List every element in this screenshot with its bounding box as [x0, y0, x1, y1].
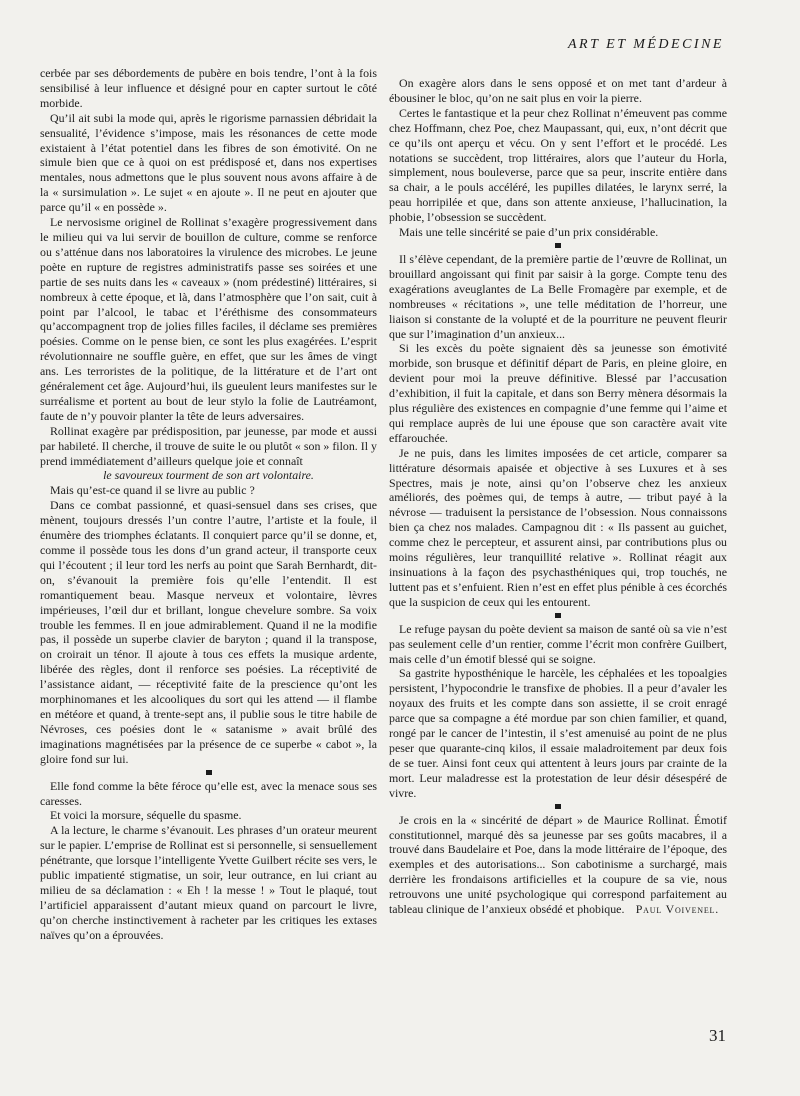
paragraph: A la lecture, le charme s’évanouit. Les phrases d’un orateur meurent sur le papier. L’emprise de Rollinat est si personnelle, si sensuellement pénétrante, que lorsque l’intelligente Yvette Guilbert récite ses vers, le public impatienté stigmatise, un soir, leur outrance, en lui criant au milieu de sa déclamation : « Eh ! la messe ! » Tout le plaqué, tout l’artificiel apparaissent d’autant mieux quand on parcourt le livre, qu’on cherche instinctivement à racheter par les critiques les extases naïves qu’on a éprouvées. [40, 823, 377, 942]
paragraph: Et voici la morsure, séquelle du spasme. [50, 808, 242, 823]
paragraph: Qu’il ait subi la mode qui, après le rigorisme parnassien débridait la sensualité, l’évidence s’impose, mais les résonances de cette mode existaient à l’état potentiel dans les fibres de son émotivité. On ne simule bien que ce à quoi on est prédisposé et, dans nos expertises mentales, nous admettons que le plus souvent nous avons affaire à de la « sursimulation ». Le sujet « en ajoute ». Il ne peut en ajouter que parce qu’il « en possède ». [40, 110, 377, 215]
paragraph: Je ne puis, dans les limites imposées de cet article, comparer sa littérature désormais apaisée et objective à ses Luxures et à ses Spectres, mais je note, ainsi qu’on l’observe chez les anxieux améliorés, des poèmes qui, de temps à autre, — tribut payé à la névrose — traduisent la persistance de l’obsession. Nous connaissons bien ça chez nos malades. Campagnou dit : « Ils passent au guichet, comme chez le percepteur, et assurent ainsi, par contributions plus ou moins régulières, leur tranquillité relative ». Rollinat réagit aux insinuations à la façon des psychasthéniques qui, trop touchés, ne luttent pas et s’enfuient. Rien n’est en effet plus pénible à ces écorchés que la suspicion de ceux qui les entourent. [389, 445, 727, 609]
section-separator [40, 768, 377, 779]
paragraph: Mais qu’est-ce quand il se livre au public ? [50, 483, 255, 498]
section-separator [389, 611, 727, 622]
section-separator [389, 802, 727, 813]
author-signature: Paul Voivenel. [635, 902, 719, 917]
left-column [40, 66, 377, 943]
page-number: 31 [709, 1026, 726, 1045]
paragraph: Le nervosisme originel de Rollinat s’exagère progressivement dans le milieu qui va lui servir de bouillon de culture, comme se renforce ou s’atténue dans nos laboratoires la virulence des microbes. Le jeune poète en rupture de registres administratifs passe ses soirées et une partie de ses nuits dans les « caveaux » (nom prédestiné) littéraires, si nombreux à cette époque, et là, dans l’atmosphère que l’on sait, cuit à point par l’alcool, le tabac et l’éréthisme des consommateurs qu’accompagnent trop de jolies filles faciles, il déclame ses premières poésies. Comme on le pense bien, ce sont les plus exagérées. L’esprit révolutionnaire ne souffle guère, en effet, que sur les âmes de vingt ans. Les terroristes de la politique, de la littérature et de l’art ont généralement cet âge. Aujourd’hui, ils gueulent leurs manifestes sur le surréalisme et portent au bout de leur stylo la folie de Lautréamont, faute de n’y pouvoir planter la tête de leurs adversaires. [40, 215, 377, 423]
paragraph: Dans ce combat passionné, et quasi-sensuel dans ses crises, que mènent, toujours dressés l’un contre l’autre, l’artiste et la foule, il énumère des triomphes éclatants. Il conquiert parce qu’il se donne, et, comme il possède tous les dons d’un grand acteur, il transporte ceux qui l’écoutent ; il leur tord les nerfs au point que Sarah Bernhardt, dit-on, s’évanouit la première fois qu’elle l’entendit. Il est romantiquement beau. Masque nerveux et volontaire, lèvres impérieuses, l’œil dur et brillant, longue chevelure sombre. Sa voix trouble les femmes. Il en joue admirablement. Quand il ne la modifie pas, il possède un superbe clavier de baryton ; quand il la transpose, on croirait un ténor. Il ajoute à tous ces effets la musique ardente, libérée des règles, dont il renforce ses poésies. La réceptivité de l’assistance aidant, — réceptivité faite de la prescience qu’ont les morphinomanes et les alcooliques du sort qui les attend — il flambe en météore et quand, à trente-sept ans, il publie sous le titre habile de Névroses, ces poésies dont le « satanisme » avait brûlé des imaginations magnétisées par la présence de ce superbe « cabot », la gloire fond sur lui. [40, 498, 377, 766]
paragraph: Mais une telle sincérité se paie d’un prix considérable. [399, 225, 659, 240]
verse-quote: le savoureux tourment de son art volontaire. [103, 468, 314, 483]
paragraph: Certes le fantastique et la peur chez Rollinat n’émeuvent pas comme chez Hoffmann, chez Poe, chez Maupassant, qui, eux, n’ont décrit que ce qu’ils ont aperçu et vécu. On y sent l’effort et le procédé. Les notations se succèdent, trop littéraires, alors que l’auteur du Horla, simplement, nous bouleverse, parce que sa peur, inscrite entière dans sa chair, a le pouls accéléré, les pupilles dilatées, le larynx serré, la peau horripilée et que, dans son attente anxieuse, l’hallucination, la phobie, l’obsession se succèdent. [389, 105, 727, 225]
paragraph: cerbée par ses débordements de pubère en bois tendre, l’ont à la fois sensibilisé à leur influence et désigné pour en capter surtout le côté morbide. [40, 66, 377, 110]
paragraph: Il s’élève cependant, de la première partie de l’œuvre de Rollinat, un brouillard angoissant qui finit par saisir à la gorge. Compte tenu des exagérations aveuglantes de La Belle Fromagère par exemple, et de nombreuses « récitations », une telle méditation de l’horreur, une liaison si constante de la volupté et de la pourriture ne peuvent fleurir que sur l’imagination d’un anxieux... [389, 251, 727, 341]
paragraph: Elle fond comme la bête féroce qu’elle est, avec la menace sous ses caresses. [40, 778, 377, 808]
running-title: ART ET MÉDECINE [568, 37, 724, 52]
paragraph: Rollinat exagère par prédisposition, par jeunesse, par mode et aussi par habileté. Il cherche, il trouve de suite le ou plutôt « son » filon. Il y prend immédiatement d’ailleurs quelque joie et connaît [40, 423, 377, 468]
paragraph: Sa gastrite hyposthénique le harcèle, les céphalées et les topoalgies persistent, l’hypocondrie le transfixe de phobies. Il a peur d’avaler les noyaux des fruits et les compte dans son assiette, il se croit enragé parce que sa compagne a été mordue par son chien familier, et quand, rongé par le cancer de l’intestin, il s’est amenuisé au point de ne plus peser que quarante-cinq kilos, il essaie maladroitement par deux fois de se tuer. Ainsi font ceux qui attentent à leurs jours par crainte de la mort. Leur maladresse est la protestation de leur désir désespéré de vivre. [389, 666, 727, 800]
right-column [389, 76, 727, 917]
paragraph: Je crois en la « sincérité de départ » de Maurice Rollinat. Émotif constitutionnel, marqué dès sa jeunesse par ses goûts macabres, il a trouvé dans Baudelaire et Poe, dans la mode littéraire de l’époque, des exemples et des autorisations... Son cabotinisme a surchargé, mais derrière les frondaisons artificielles et la coupure de sa vie, nous retrouvons une unité psychologique qui correspond parfaitement au tableau clinique de l’anxieux obsédé et phobique. Paul Voivenel. [389, 812, 727, 917]
paragraph: Si les excès du poète signaient dès sa jeunesse son émotivité morbide, son brusque et définitif départ de Paris, en pleine gloire, en devient pour moi la preuve définitive. Blessé par l’accusation d’exhibition, il fuit la capitale, et dans son Berry mènera désormais la plus régulière des existences en compagnie d’une femme qui l’aime et qui remplace auprès de lui une épouse que son caractère avait vite effarouchée. [389, 341, 727, 445]
paragraph: On exagère alors dans le sens opposé et on met tant d’ardeur à ébousiner le bloc, qu’on ne sait plus en voir la pierre. [389, 76, 727, 105]
section-separator [389, 241, 727, 252]
paragraph: Le refuge paysan du poète devient sa maison de santé où sa vie n’est pas seulement celle d’un rentier, comme l’écrit mon confrère Guilbert, mais celle d’un émotif blessé qui se soigne. [389, 621, 727, 666]
